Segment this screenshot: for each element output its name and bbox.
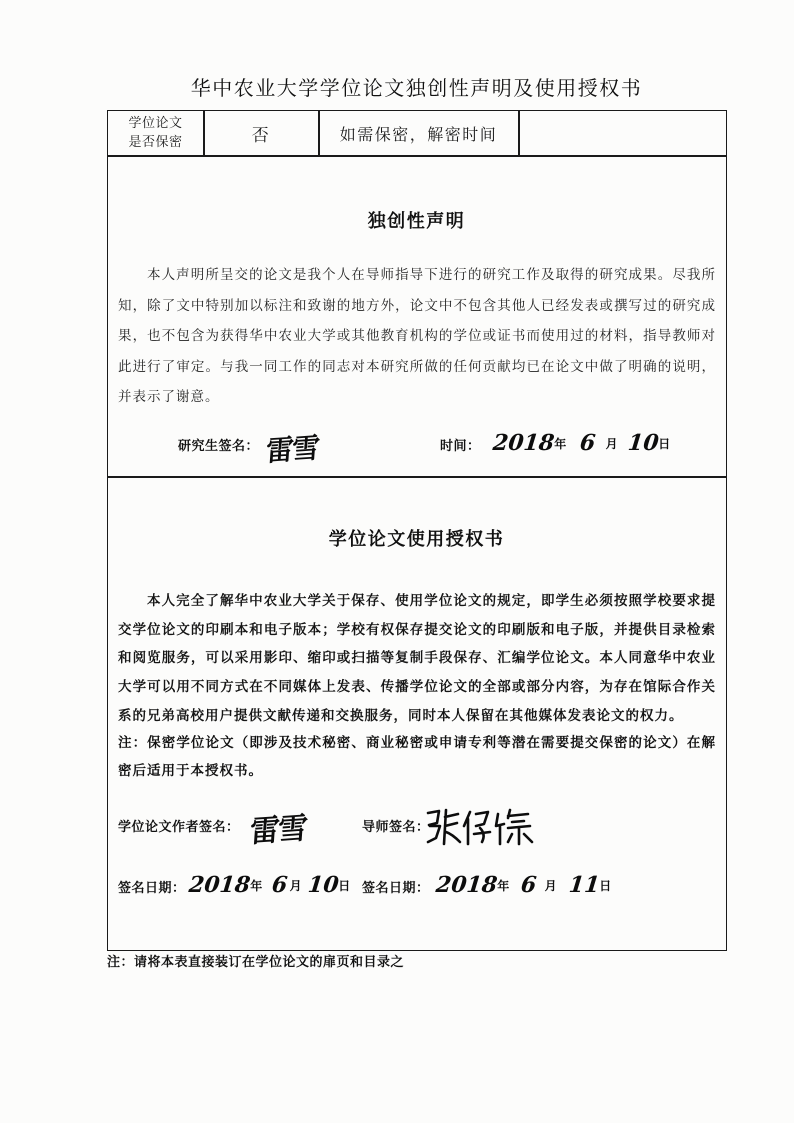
date-month-unit: 月 bbox=[605, 437, 618, 451]
confidential-label-line2: 是否保密 bbox=[128, 135, 183, 150]
author-signature: 雷雪 bbox=[248, 810, 307, 851]
date-year-unit: 年 bbox=[250, 879, 263, 893]
date-year: 2018 bbox=[187, 872, 252, 898]
footer-note: 注：请将本表直接装订在学位论文的扉页和目录之 bbox=[107, 955, 405, 970]
advisor-signature-label: 导师签名： bbox=[362, 820, 430, 835]
date-year: 2018 bbox=[434, 872, 499, 898]
date-day: 11 bbox=[567, 872, 601, 898]
declassify-label-cell bbox=[319, 111, 518, 155]
authorization-body: 本人完全了解华中农业大学关于保存、使用学位论文的规定，即学生必须按照学校要求提交学位论文的印刷本和电子版本；学校有权保存提交论文的印刷版和电子版，并提供目录检索和阅览服务，可以采用影印、缩印或扫描等复制手段保存、汇编学位论文。本人同意华中农业大学可以用不同方式在不同媒体上发表、传播学位论文的全部或部分内容，为存在馆际合作关系的兄弟高校用户提供文献传递和交换服务，同时本人保留在其他媒体发表论文的权力。 bbox=[118, 593, 716, 724]
advisor-date bbox=[436, 872, 611, 898]
date-day-unit: 日 bbox=[338, 879, 351, 893]
date-year-unit: 年 bbox=[497, 879, 510, 893]
author-signature-label: 学位论文作者签名： bbox=[118, 820, 240, 835]
student-signature: 雷雪 bbox=[264, 431, 320, 468]
confidential-value: 否 bbox=[251, 125, 271, 146]
date-month-unit: 月 bbox=[289, 879, 302, 893]
advisor-date-label: 签名日期： bbox=[362, 881, 430, 896]
advisor-signature bbox=[424, 804, 550, 848]
date-month-unit: 月 bbox=[544, 879, 557, 893]
date-day: 10 bbox=[306, 872, 340, 898]
author-date bbox=[189, 872, 350, 898]
student-signature-label: 研究生签名： bbox=[178, 439, 260, 454]
originality-body: 本人声明所呈交的论文是我个人在导师指导下进行的研究工作及取得的研究成果。尽我所知，除了文中特别加以标注和致谢的地方外，论文中不包含其他人已经发表或撰写过的研究成果，也不包含为获得华中农业大学或其他教育机构的学位或证书而使用过的材料，指导教师对此进行了审定。与我一同工作的同志对本研究所做的任何贡献均已在论文中做了明确的说明，并表示了谢意。 bbox=[118, 267, 716, 405]
declassify-time-cell bbox=[519, 111, 725, 155]
date-day: 10 bbox=[626, 430, 660, 456]
confidential-label-cell bbox=[108, 111, 203, 155]
date-year: 2018 bbox=[491, 430, 556, 456]
date-month: 6 bbox=[578, 430, 597, 456]
confidential-value-cell bbox=[204, 111, 318, 155]
originality-date bbox=[493, 430, 670, 456]
section-divider bbox=[107, 476, 727, 478]
form-title: 华中农业大学学位论文独创性声明及使用授权书 bbox=[190, 76, 643, 100]
originality-date-label: 时间： bbox=[440, 439, 481, 454]
date-day-unit: 日 bbox=[658, 437, 671, 451]
authorization-heading: 学位论文使用授权书 bbox=[328, 529, 505, 550]
confidential-label-line1: 学位论文 bbox=[128, 116, 183, 131]
author-date-label: 签名日期： bbox=[118, 881, 186, 896]
confidential-note: 注：保密学位论文（即涉及技术秘密、商业秘密或申请专利等潜在需要提交保密的论文）在解密后适用于本授权书。 bbox=[118, 735, 716, 779]
date-day-unit: 日 bbox=[599, 879, 612, 893]
date-year-unit: 年 bbox=[554, 437, 567, 451]
originality-heading: 独创性声明 bbox=[367, 211, 466, 232]
declassify-label: 如需保密，解密时间 bbox=[339, 124, 498, 144]
header-row-divider bbox=[107, 155, 727, 157]
date-month: 6 bbox=[270, 872, 289, 898]
date-month: 6 bbox=[519, 872, 538, 898]
